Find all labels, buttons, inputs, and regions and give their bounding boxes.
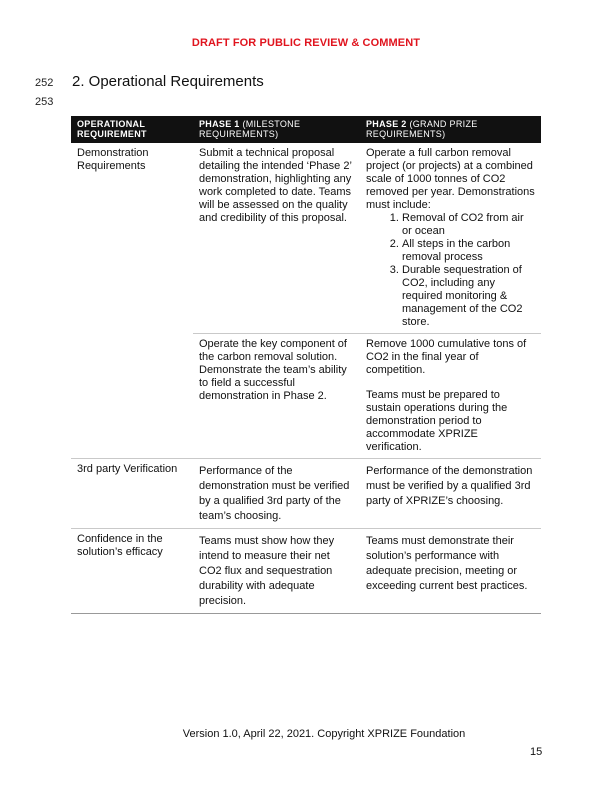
list-item: 1. Removal of CO2 from air or ocean	[402, 212, 535, 238]
line-number: 252	[35, 77, 54, 89]
demo-phase2-intro: Operate a full carbon removal project (or projects) at a combined scale of 1000 tonnes of CO2 removed per year. Demonstrations must include:	[366, 147, 535, 211]
table-header	[71, 116, 541, 143]
section-heading: 2. Operational Requirements	[72, 73, 264, 90]
table-row	[71, 143, 541, 334]
table-row	[71, 459, 541, 529]
line-number: 253	[35, 96, 54, 108]
demo-phase2-cumulative-p1: Remove 1000 cumulative tons of CO2 in the final year of competition.	[366, 338, 527, 376]
demo-phase2-cumulative	[360, 334, 541, 459]
demo-phase2-list	[366, 212, 535, 329]
demo-phase2-cumulative-p2: Teams must be prepared to sustain operations during the demonstration period to accommodate XPRIZE verification.	[366, 389, 508, 453]
draft-banner: DRAFT FOR PUBLIC REVIEW & COMMENT	[191, 37, 421, 49]
list-item: 2. All steps in the carbon removal process	[402, 238, 535, 264]
header-phase-1	[193, 116, 360, 143]
requirements-table	[71, 116, 541, 614]
table-row	[71, 529, 541, 614]
header-col2-light: (MILESTONE REQUIREMENTS)	[199, 119, 301, 139]
header-operational-requirement	[71, 116, 193, 143]
confidence-phase2: Teams must demonstrate their solution’s performance with adequate precision, meeting or exceeding current best practices.	[360, 529, 541, 614]
verification-phase1: Performance of the demonstration must be verified by a qualified 3rd party of the team’s choosing.	[193, 459, 360, 529]
header-phase-2	[360, 116, 541, 143]
confidence-phase1: Teams must show how they intend to measure their net CO2 flux and sequestration durability with adequate precision.	[193, 529, 360, 614]
verification-phase2: Performance of the demonstration must be verified by a qualified 3rd party of XPRIZE’s choosing.	[360, 459, 541, 529]
page-number: 15	[530, 746, 543, 758]
list-item: 3. Durable sequestration of CO2, including any required monitoring & management of the CO2 store.	[402, 264, 535, 329]
row-label-confidence: Confidence in the solution’s efficacy	[71, 529, 193, 614]
row-label-demonstration: Demonstration Requirements	[71, 143, 193, 459]
demo-phase1-proposal: Submit a technical proposal detailing the intended ‘Phase 2’ demonstration, highlighting any work completed to date. Teams will be assessed on the quality and credibility of this proposal.	[193, 143, 360, 334]
demo-phase1-key-component: Operate the key component of the carbon removal solution. Demonstrate the team’s ability to field a successful demonstration in Phase 2.	[193, 334, 360, 459]
footer-version: Version 1.0, April 22, 2021. Copyright XPRIZE Foundation	[182, 728, 466, 740]
header-col1-bold: OPERATIONAL REQUIREMENT	[77, 119, 147, 139]
header-col3-bold: PHASE 2	[366, 119, 407, 129]
row-label-verification: 3rd party Verification	[71, 459, 193, 529]
demo-phase2-full-project	[360, 143, 541, 334]
header-col3-light: (GRAND PRIZE REQUIREMENTS)	[366, 119, 478, 139]
header-col2-bold: PHASE 1	[199, 119, 240, 129]
